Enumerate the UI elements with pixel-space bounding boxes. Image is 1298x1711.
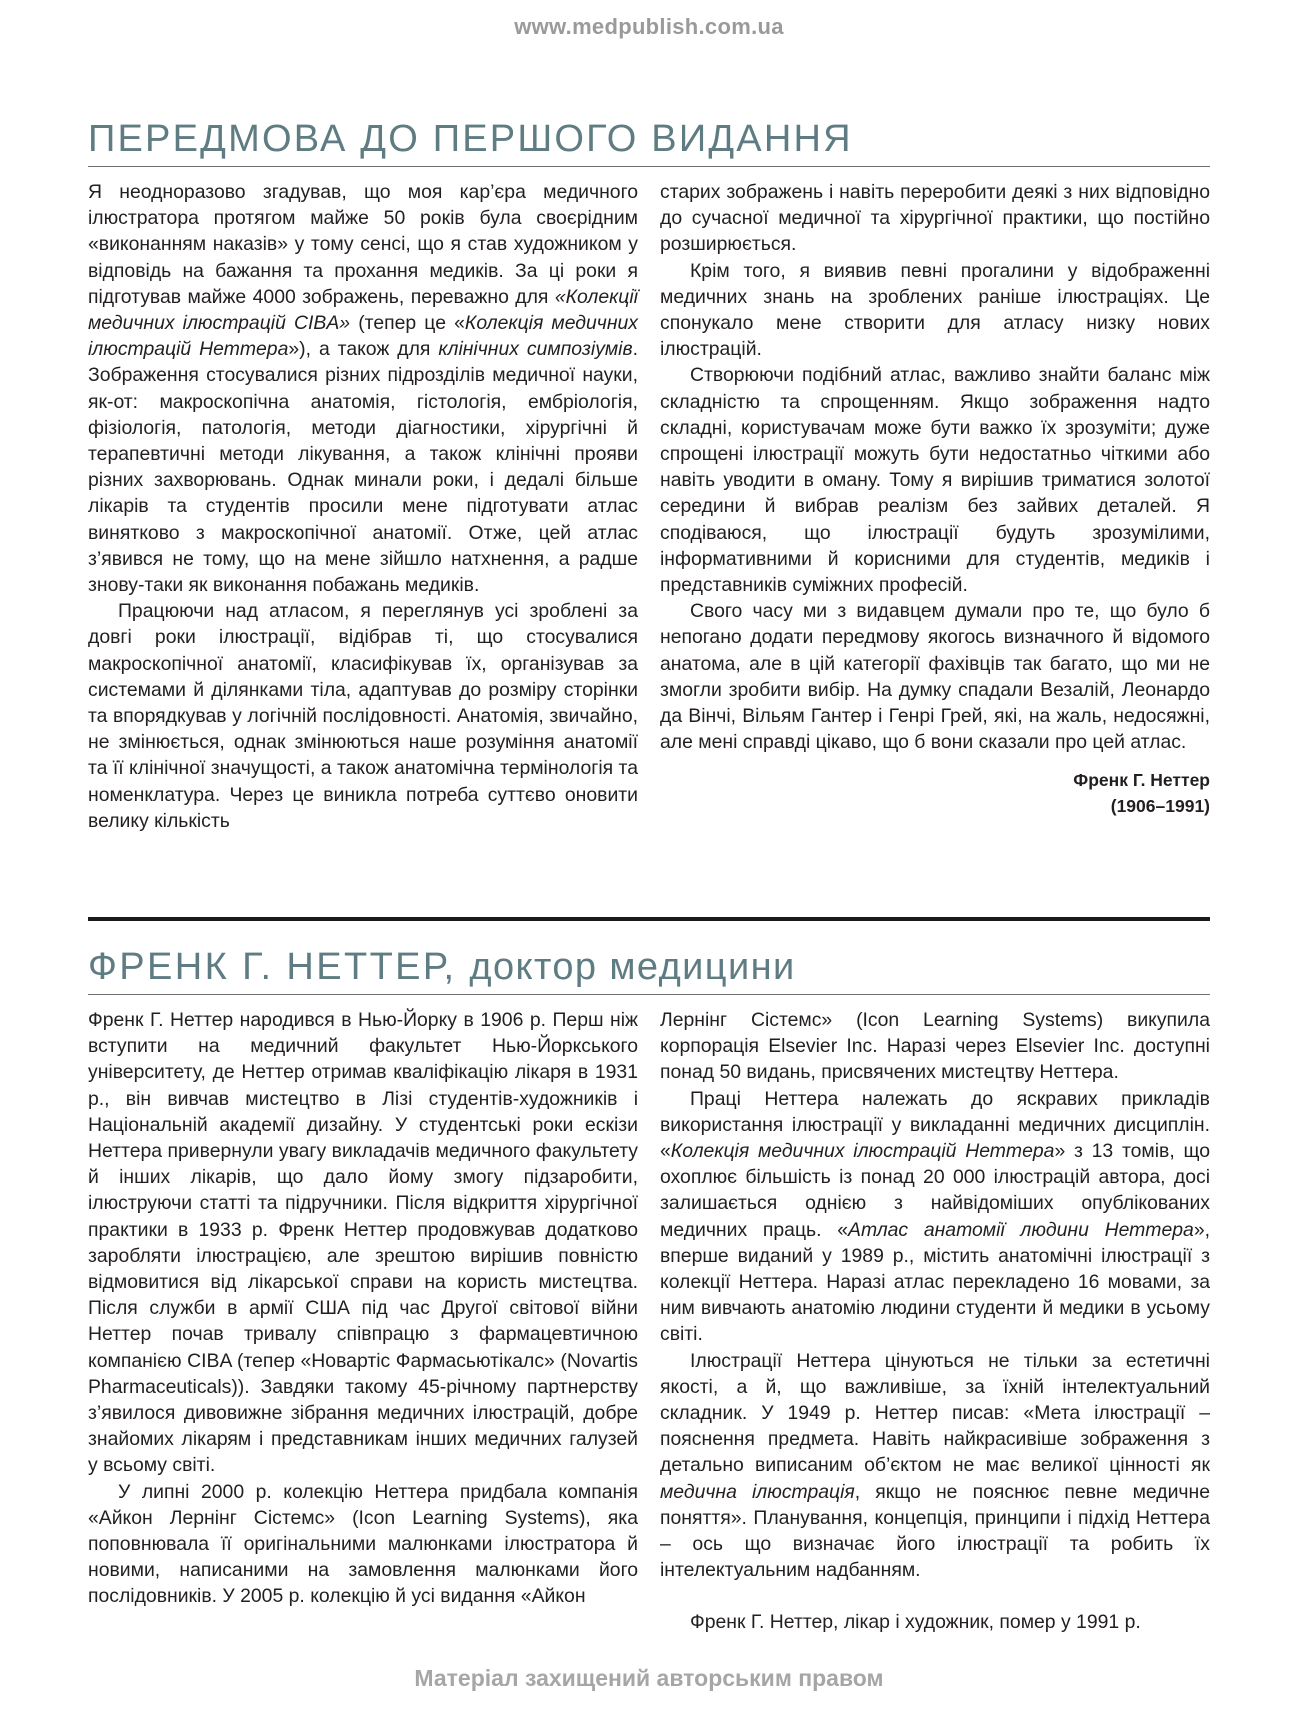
preface-paragraph-1: Я неодноразово згадував, що моя кар’єра медичного ілюстратора протягом майже 50 років була своєрідним «виконанням наказів» у тому сенсі, що я став художником у відповідь на бажання та прохання медиків. За ці роки я підготував майже 4000 зображень, переважно для «Колекції медичних ілюстрацій CIBA» (тепер це «Колекція медичних ілюстрацій Неттера»), а також для клінічних симпозіумів. Зображення стосувалися різних підрозділів медичної науки, як-от: макроскопічна анатомія, гістологія, ембріологія, фізіологія, патологія, методи діагностики, хірургічні й терапевтичні методи лікування, а також клінічні прояви різних захворювань. Однак минали роки, і дедалі більше лікарів та студентів просили мене підготувати атлас винятково з макроскопічної анатомії. Отже, цей атлас з’явився не тому, що на мене зійшло натхнення, а радше знову-таки як виконання побажань медиків.: [88, 181, 638, 597]
biography-title: ФРЕНК Г. НЕТТЕР, доктор медицини: [88, 946, 796, 988]
signature-name: Френк Г. Неттер: [1073, 770, 1210, 791]
biography-paragraph-5: Ілюстрації Неттера цінуються не тільки за естетичні якості, а й, що важливіше, за їхній інтелектуальний складник. У 1949 р. Неттер писав: «Мета ілюстрації – пояснення предмета. Навіть найкрасивіше зображення з детально виписаним об’єктом не має великої цінності як медична ілюстрація, якщо не пояснює певне медичне поняття». Планування, концепція, принципи і підхід Неттера – ось що визначає його ілюстрації та робить їх інтелектуальним надбанням.: [660, 1349, 1210, 1582]
biography-paragraph-4: Праці Неттера належать до яскравих прикладів використання ілюстрації у викладанні медичних дисциплін. «Колекція медичних ілюстрацій Неттера» з 13 томів, що охоплює більшість із понад 20 000 ілюстрацій автора, досі залишається однією з найвідоміших опублікованих медичних праць. «Атлас анатомії людини Неттера», вперше виданий у 1989 р., містить анатомічні ілюстрації з колекції Неттера. Наразі атлас перекладено 16 мовами, за ним вивчають анатомію людини студенти й медики в усьому світі.: [660, 1087, 1210, 1346]
preface-column-right: [660, 179, 1210, 819]
preface-paragraph-4: Крім того, я виявив певні прогалини у відображенні медичних знань на зроблених раніше ілюстраціях. Це спонукало мене створити для атласу низку нових ілюстрацій.: [660, 259, 1210, 361]
preface-title: ПЕРЕДМОВА ДО ПЕРШОГО ВИДАННЯ: [88, 118, 853, 160]
section-divider: [88, 917, 1210, 921]
signature-years: (1906–1991): [1110, 796, 1210, 817]
biography-closing-line: Френк Г. Неттер, лікар і художник, помер у 1991 р.: [690, 1611, 1141, 1634]
biography-title-rule: [88, 994, 1210, 995]
preface-title-rule: [88, 166, 1210, 167]
publisher-url: www.medpublish.com.ua: [514, 14, 784, 39]
biography-column-right: [660, 1007, 1210, 1636]
preface-column-left: [88, 179, 638, 834]
biography-title-degree: доктор медицини: [469, 946, 796, 988]
copyright-notice: Матеріал захищений авторським правом: [414, 1665, 884, 1691]
biography-paragraph-1: Френк Г. Неттер народився в Нью-Йорку в 1906 р. Перш ніж вступити на медичний факультет Нью-Йоркського університету, де Неттер отримав кваліфікацію лікаря в 1931 р., він вивчав мистецтво в Лізі студентів-художників і Національній академії дизайну. У студентські роки ескізи Неттера привернули увагу викладачів медичного факультету й інших лікарів, що дало йому змогу підзаробити, ілюструючи статті та підручники. Після відкриття хірургічної практики в 1933 р. Френк Неттер продовжував додатково заробляти ілюстрацією, але зрештою вирішив повністю відмовитися від лікарської справи на користь мистецтва. Після служби в армії США під час Другої світової війни Неттер почав тривалу співпрацю з фармацевтичною компанією CIBA (тепер «Новартіс Фармасьютікалс» (Novartis Pharmaceuticals)). Завдяки такому 45-річному партнерству з’явилося дивовижне зібрання медичних ілюстрацій, добре знайомих лікарям і представникам інших медичних галузей у всьому світі.: [88, 1009, 638, 1477]
preface-paragraph-5: Створюючи подібний атлас, важливо знайти баланс між складністю та спрощенням. Якщо зображення надто складні, користувачам може бути важко їх зрозуміти; дуже спрощені ілюстрації можуть бути недостатньо чіткими або навіть уводити в оману. Тому я вирішив триматися золотої середини й вибрав реалізм без зайвих деталей. Я сподіваюся, що ілюстрації будуть зрозумілими, інформативними й корисними для студентів, медиків і представників суміжних професій.: [660, 364, 1210, 597]
biography-paragraph-2: У липні 2000 р. колекцію Неттера придбала компанія «Айкон Лернінг Сістемс» (Icon Learning Systems), яка поповнювала її оригінальними малюнками ілюстратора й новими, написаними на замовлення малюнками його послідовників. У 2005 р. колекцію й усі видання «Айкон: [88, 1480, 638, 1608]
biography-paragraph-3: Лернінг Сістемс» (Icon Learning Systems) викупила корпорація Elsevier Inc. Наразі через Elsevier Inc. доступні понад 50 видань, присвячених мистецтву Неттера.: [660, 1009, 1210, 1084]
author-signature: [660, 767, 1210, 819]
preface-paragraph-2: Працюючи над атласом, я переглянув усі зроблені за довгі роки ілюстрації, відібрав ті, що стосувалися макроскопічної анатомії, класифікував їх, організував за системами й ділянками тіла, адаптував до розміру сторінки та впорядкував у логічній послідовності. Анатомія, звичайно, не змінюється, однак змінюються наше розуміння анатомії та її клінічної значущості, а також анатомічна термінологія та номенклатура. Через це виникла потреба суттєво оновити велику кількість: [88, 600, 638, 832]
biography-column-left: [88, 1007, 638, 1610]
preface-paragraph-6: Свого часу ми з видавцем думали про те, що було б непогано додати передмову якогось визначного й відомого анатома, але в цій категорії фахівців так багато, що ми не змогли зробити вибір. На думку спадали Везалій, Леонардо да Вінчі, Вільям Гантер і Генрі Грей, які, на жаль, недосяжні, але мені справді цікаво, що б вони сказали про цей атлас.: [660, 600, 1210, 754]
preface-paragraph-3: старих зображень і навіть переробити деякі з них відповідно до сучасної медичної та хірургічної практики, що постійно розширюється.: [660, 181, 1210, 256]
